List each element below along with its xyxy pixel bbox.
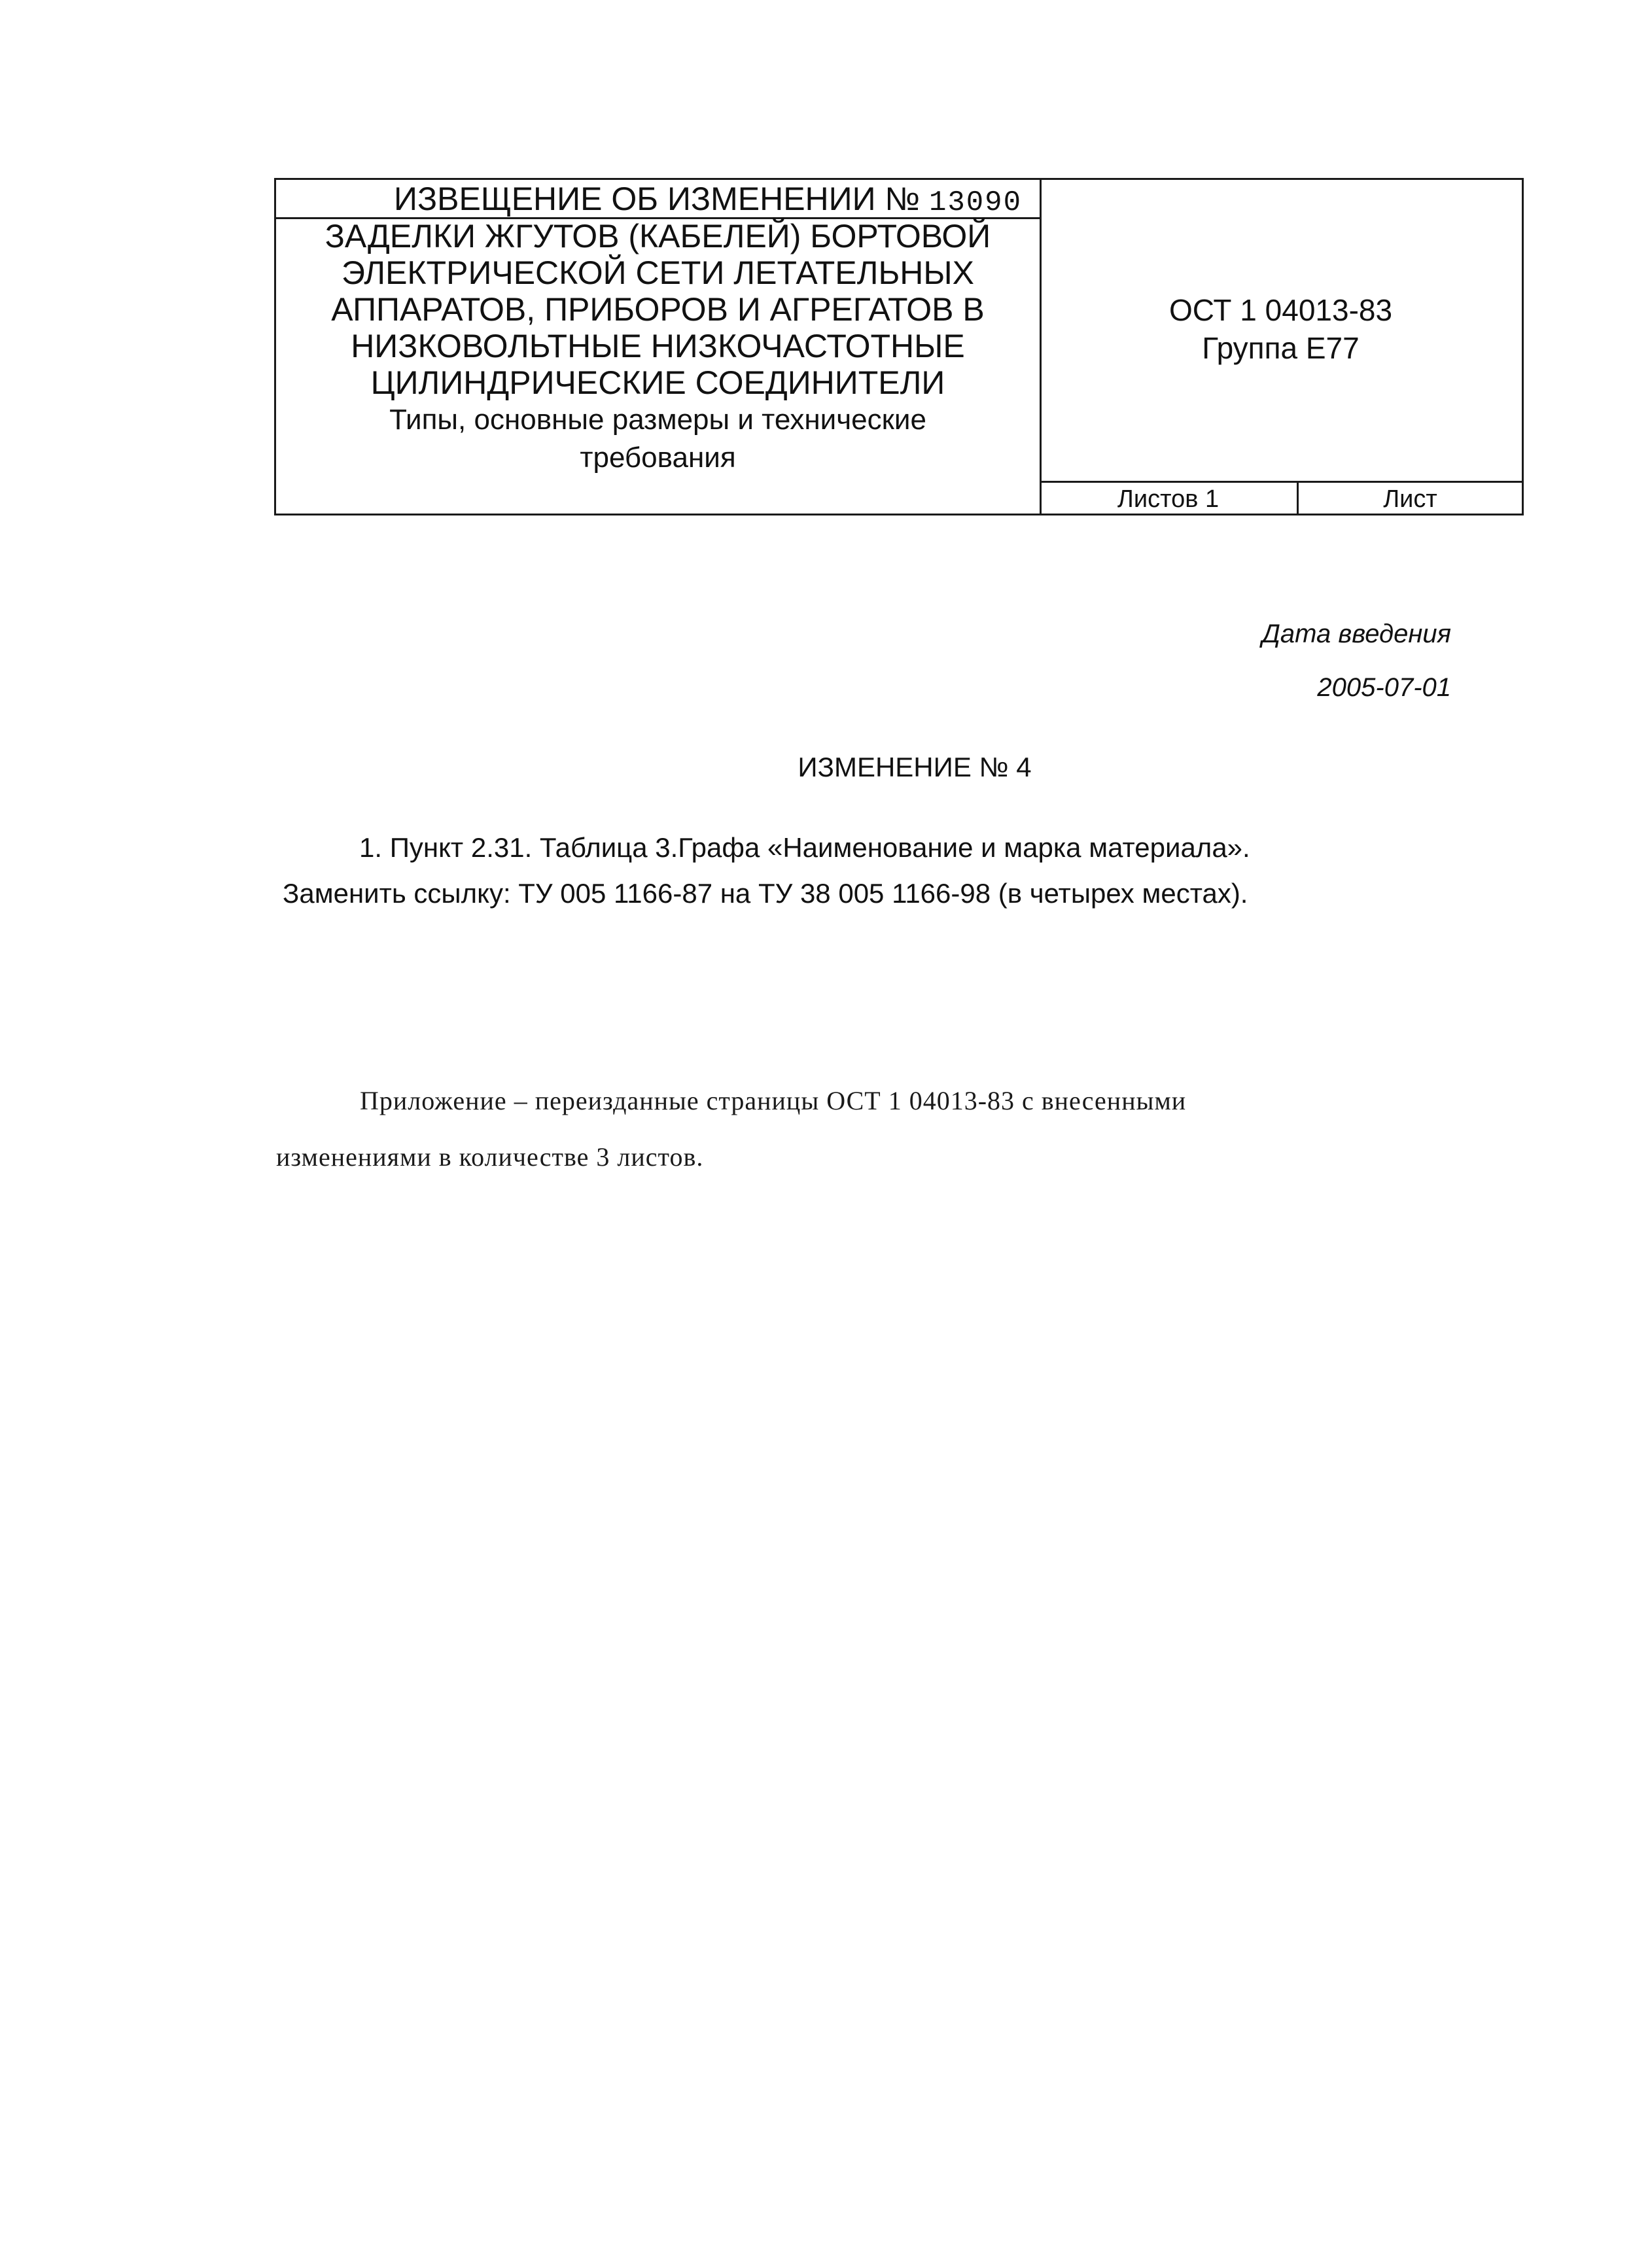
appendix-line: Приложение – переизданные страницы ОСТ 1 04013-83 с внесенными xyxy=(360,1086,1187,1115)
effective-date-value: 2005-07-01 xyxy=(1317,673,1451,702)
sheet-label: Лист xyxy=(1383,485,1437,513)
header-code-cell xyxy=(1040,180,1522,514)
effective-date-label: Дата введения xyxy=(1261,619,1451,648)
header-title-cell xyxy=(276,180,1042,514)
subtitle-line: Типы, основные размеры и технические xyxy=(389,404,926,436)
appendix-line: изменениями в количестве 3 листов. xyxy=(276,1142,704,1172)
standard-code-block xyxy=(1040,291,1522,367)
sheets-row xyxy=(1040,481,1522,514)
change-title: ИЗМЕНЕНИЕ № 4 xyxy=(798,752,1032,782)
subtitle-line: требования xyxy=(580,442,736,474)
sheets-count: Листов 1 xyxy=(1040,483,1299,514)
change-paragraph-1: 1. Пункт 2.31. Таблица 3.Графа «Наименование и марка материала». xyxy=(359,832,1250,863)
title-line: ЗАДЕЛКИ ЖГУТОВ (КАБЕЛЕЙ) БОРТОВОЙ xyxy=(325,218,991,254)
document-title xyxy=(276,218,1040,477)
title-line: ЦИЛИНДРИЧЕСКИЕ СОЕДИНИТЕЛИ xyxy=(370,364,945,401)
group-code: Группа Е77 xyxy=(1202,331,1360,365)
standard-code: ОСТ 1 04013-83 xyxy=(1168,293,1393,327)
effective-date-block xyxy=(1262,607,1451,714)
notice-label: ИЗВЕЩЕНИЕ ОБ ИЗМЕНЕНИИ № xyxy=(394,181,921,217)
appendix-note xyxy=(276,1073,1519,1185)
title-line: ЭЛЕКТРИЧЕСКОЙ СЕТИ ЛЕТАТЕЛЬНЫХ xyxy=(341,254,975,291)
title-line: НИЗКОВОЛЬТНЫЕ НИЗКОЧАСТОТНЫЕ xyxy=(351,328,965,364)
change-paragraph-2: Заменить ссылку: ТУ 005 1166-87 на ТУ 38 005 1166-98 (в четырех местах). xyxy=(283,878,1248,909)
header-table xyxy=(274,178,1524,515)
title-line: АППАРАТОВ, ПРИБОРОВ И АГРЕГАТОВ В xyxy=(331,291,985,328)
notice-number: 13090 xyxy=(928,186,1022,219)
notice-row xyxy=(276,180,1040,219)
